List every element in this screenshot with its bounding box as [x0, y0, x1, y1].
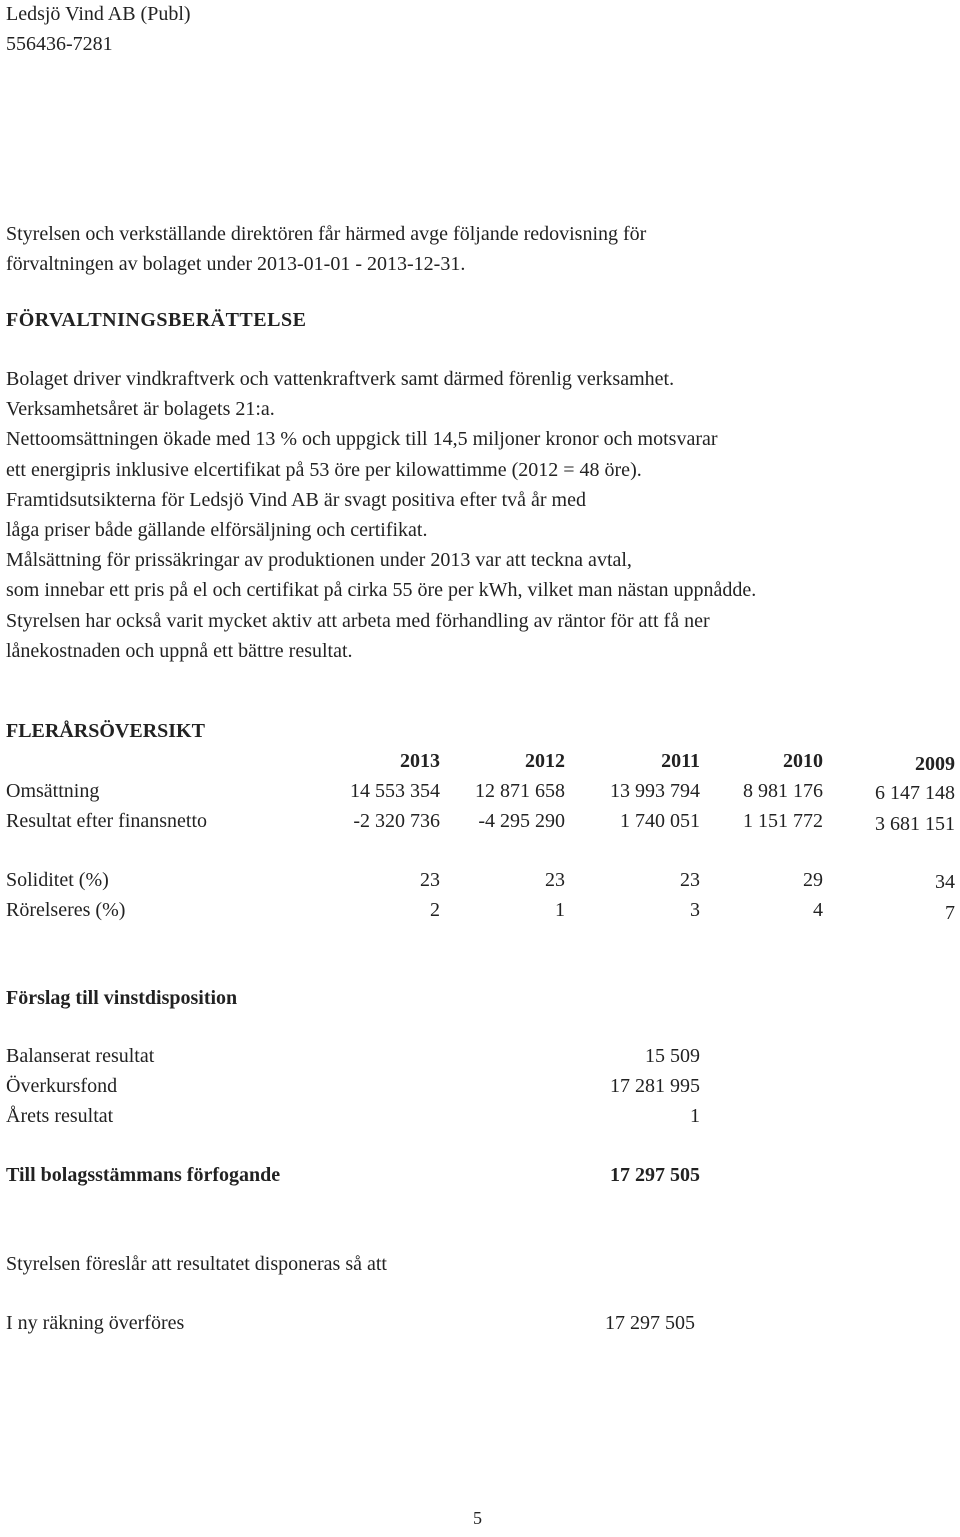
report-line: som innebar ett pris på el och certifikat på cirka 55 öre per kWh, vilket man nästan uppnådde. [6, 579, 757, 602]
year-header: 2010 [783, 750, 823, 772]
multi-year-heading: FLERÅRSÖVERSIKT [6, 720, 205, 742]
intro-line: Styrelsen och verkställande direktören får härmed avge följande redovisning för [6, 223, 647, 245]
disposition-total-row [0, 1163, 960, 1193]
carry-forward-value: 17 297 505 [605, 1312, 695, 1334]
cell-value: 7 [945, 902, 955, 924]
cell-value: -4 295 290 [478, 810, 565, 832]
report-line: Verksamhetsåret är bolagets 21:a. [6, 398, 275, 421]
cell-value: 34 [935, 871, 955, 893]
row-label: Omsättning [6, 780, 100, 802]
years-header-row [0, 749, 960, 779]
cell-value: 1 740 051 [620, 810, 700, 832]
disposition-heading: Förslag till vinstdisposition [6, 987, 238, 1009]
table-row [0, 779, 960, 809]
disposition-total-label: Till bolagsstämmans förfogande [6, 1164, 281, 1186]
cell-value: -2 320 736 [353, 810, 440, 832]
cell-value: 12 871 658 [475, 780, 565, 802]
year-header: 2011 [661, 750, 700, 772]
disposition-label: Överkursfond [6, 1075, 118, 1097]
report-line: Bolaget driver vindkraftverk och vattenkraftverk samt därmed förenlig verksamhet. [6, 368, 675, 390]
intro-paragraph [6, 219, 646, 279]
management-report-body [6, 364, 756, 666]
cell-value: 29 [803, 869, 823, 891]
disposition-label: Balanserat resultat [6, 1045, 155, 1067]
year-header: 2009 [915, 753, 955, 775]
disposition-row [0, 1104, 960, 1134]
report-line: Styrelsen har också varit mycket aktiv att arbeta med förhandling av räntor för att få ner [6, 609, 710, 632]
cell-value: 23 [420, 869, 440, 891]
disposition-value: 1 [690, 1105, 700, 1127]
disposition-row [0, 1074, 960, 1104]
cell-value: 13 993 794 [610, 780, 700, 802]
disposition-value: 15 509 [645, 1045, 700, 1067]
table-row [0, 868, 960, 898]
year-header: 2012 [525, 750, 565, 772]
company-name: Ledsjö Vind AB (Publ) [6, 3, 191, 25]
report-line: lånekostnaden och uppnå ett bättre resultat. [6, 639, 353, 662]
cell-value: 3 [690, 899, 700, 921]
cell-value: 23 [680, 869, 700, 891]
report-line: Nettoomsättningen ökade med 13 % och uppgick till 14,5 miljoner kronor och motsvarar [6, 428, 718, 451]
carry-forward-row [0, 1311, 960, 1341]
org-number: 556436-7281 [6, 33, 113, 55]
disposition-total-value: 17 297 505 [610, 1164, 700, 1186]
cell-value: 4 [813, 899, 823, 921]
cell-value: 3 681 151 [875, 813, 955, 835]
cell-value: 14 553 354 [350, 780, 440, 802]
disposition-value: 17 281 995 [610, 1075, 700, 1097]
row-label: Rörelseres (%) [6, 899, 126, 921]
intro-line: förvaltningen av bolaget under 2013-01-01 - 2013-12-31. [6, 253, 466, 275]
report-line: Framtidsutsikterna för Ledsjö Vind AB är svagt positiva efter två år med [6, 488, 586, 511]
row-label: Soliditet (%) [6, 869, 109, 891]
cell-value: 8 981 176 [743, 780, 823, 802]
row-label: Resultat efter finansnetto [6, 810, 208, 832]
cell-value: 1 151 772 [743, 810, 823, 832]
disposition-label: Årets resultat [6, 1105, 114, 1127]
cell-value: 1 [555, 899, 565, 921]
carry-forward-label: I ny räkning överföres [6, 1312, 185, 1334]
cell-value: 23 [545, 869, 565, 891]
management-report-heading: FÖRVALTNINGSBERÄTTELSE [6, 309, 307, 331]
report-line: ett energipris inklusive elcertifikat på 53 öre per kilowattimme (2012 = 48 öre). [6, 458, 642, 481]
cell-value: 6 147 148 [875, 782, 955, 804]
table-row [0, 898, 960, 928]
report-line: låga priser både gällande elförsäljning och certifikat. [6, 519, 428, 542]
page-number: 5 [473, 1508, 482, 1528]
table-row [0, 809, 960, 839]
cell-value: 2 [430, 899, 440, 921]
disposition-proposal-text: Styrelsen föreslår att resultatet disponeras så att [6, 1253, 387, 1275]
report-line: Målsättning för prissäkringar av produktionen under 2013 var att teckna avtal, [6, 549, 632, 572]
year-header: 2013 [400, 750, 440, 772]
disposition-row [0, 1044, 960, 1074]
